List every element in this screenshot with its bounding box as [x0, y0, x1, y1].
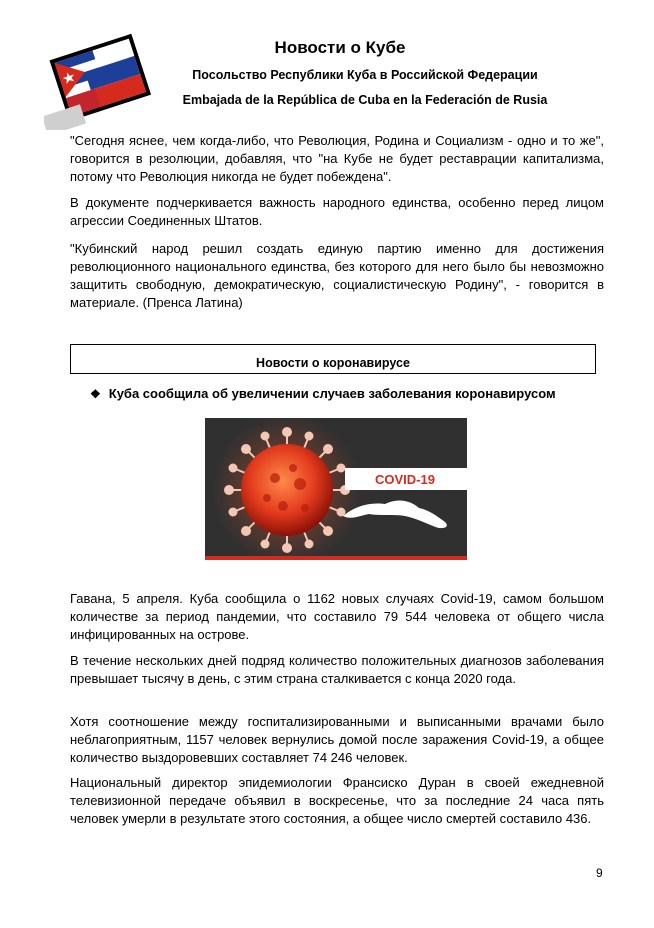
section-title: Новости о коронавирусе [256, 356, 410, 370]
page-number: 9 [596, 866, 603, 880]
article1-paragraph-1: "Сегодня яснее, чем когда-либо, что Революция, Родина и Социализм - одно и то же", говорится в резолюции, добавляя, что "на Кубе не будет реставрации капитализма, потому что Революция никогда не будет побеждена". [70, 133, 604, 184]
diamond-bullet-icon: ❖ [90, 386, 101, 401]
article2-paragraph-2: В течение нескольких дней подряд количество положительных диагнозов заболевания превышает тысячу в день, с этим страна сталкивается с конца 2020 года. [70, 653, 604, 686]
page-title: Новости о Кубе [274, 38, 406, 57]
article1-paragraph-3: "Кубинский народ решил создать единую партию именно для достижения революционного национального единства, без которого для него было бы невозможно защитить свободную, демократическую, социалистическую Родину", - говорится в материале. (Пренса Латина) [70, 241, 604, 310]
embassy-name-es: Embajada de la República de Cuba en la Federación de Rusia [182, 93, 548, 107]
article2-paragraph-4: Национальный директор эпидемиологии Франсиско Дуран в своей ежедневной телевизионной передаче объявил в воскресенье, что за последние 24 часа пять человек умерли в результате этого состояния, а общее число смертей составило 436. [70, 775, 604, 826]
covid-19-image [205, 418, 467, 560]
embassy-name-ru: Посольство Республики Куба в Российской Федерации [192, 68, 538, 82]
article2-paragraph-1: Гавана, 5 апреля. Куба сообщила о 1162 новых случаях Covid-19, самом большом количестве за период пандемии, что составило 79 544 человека от общего числа инфицированных на острове. [70, 591, 604, 642]
article2-headline [90, 386, 556, 401]
covid-19-label: COVID-19 [375, 472, 435, 487]
cuba-russia-flag-logo [44, 30, 154, 130]
article2-paragraph-3: Хотя соотношение между госпитализированными и выписанными врачами было неблагоприятным, 1157 человек вернулись домой после заражения Covid-19, а общее количество выздоровевших составляет 74 246 человек. [70, 714, 604, 765]
article1-paragraph-2: В документе подчеркивается важность народного единства, особенно перед лицом агрессии Соединенных Штатов. [70, 195, 604, 228]
section-header-box [70, 344, 596, 374]
article2-headline-text: Куба сообщила об увеличении случаев заболевания коронавирусом [108, 386, 556, 401]
